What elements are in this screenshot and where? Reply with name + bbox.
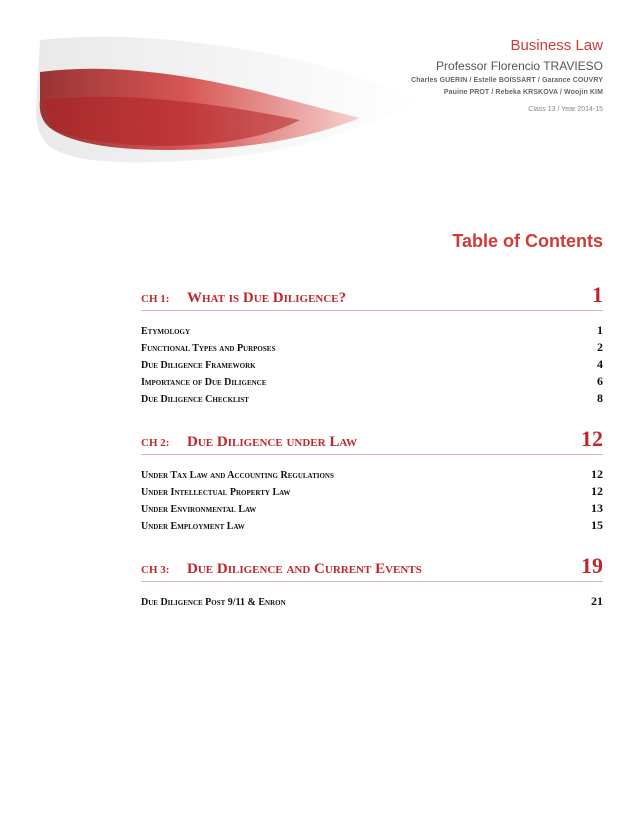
toc-entry[interactable] bbox=[141, 323, 603, 340]
toc-entry[interactable] bbox=[141, 501, 603, 518]
toc-entry[interactable] bbox=[141, 484, 603, 501]
toc-entry-page: 12 bbox=[591, 467, 603, 481]
chapter-number: CH 2: bbox=[141, 437, 170, 449]
toc-entry[interactable] bbox=[141, 467, 603, 484]
toc-entry-page: 6 bbox=[597, 374, 603, 388]
chapter-2-heading[interactable] bbox=[141, 424, 603, 455]
toc-entry-title: Functional Types and Purposes bbox=[141, 343, 276, 354]
toc-entry-title: Importance of Due Diligence bbox=[141, 377, 267, 388]
toc-entry-page: 2 bbox=[597, 340, 603, 354]
table-of-contents bbox=[141, 280, 603, 611]
toc-entry-title: Etymology bbox=[141, 326, 191, 337]
chapter-3-heading[interactable] bbox=[141, 551, 603, 582]
chapter-title: Due Diligence and Current Events bbox=[187, 561, 422, 577]
toc-entry[interactable] bbox=[141, 340, 603, 357]
toc-entry[interactable] bbox=[141, 357, 603, 374]
toc-entry-title: Due Diligence Post 9/11 & Enron bbox=[141, 597, 286, 608]
toc-entry[interactable] bbox=[141, 374, 603, 391]
toc-entry[interactable] bbox=[141, 518, 603, 535]
chapter-page: 19 bbox=[581, 553, 603, 578]
toc-entry-page: 8 bbox=[597, 391, 603, 405]
toc-entry-title: Due Diligence Checklist bbox=[141, 394, 249, 405]
chapter-1-heading[interactable] bbox=[141, 280, 603, 311]
students-line-1: Charles GUERIN / Estelle BOISSART / Garance COUVRY bbox=[411, 77, 603, 84]
toc-entry-title: Under Environmental Law bbox=[141, 504, 257, 515]
toc-entry-page: 1 bbox=[597, 323, 603, 337]
toc-entry[interactable] bbox=[141, 391, 603, 408]
chapter-page: 1 bbox=[592, 282, 603, 307]
toc-entry-page: 15 bbox=[591, 518, 603, 532]
chapter-title: What is Due Diligence? bbox=[187, 290, 347, 306]
chapter-title: Due Diligence under Law bbox=[187, 434, 358, 450]
toc-entry-page: 12 bbox=[591, 484, 603, 498]
toc-title: Table of Contents bbox=[452, 231, 603, 251]
toc-entry-title: Under Intellectual Property Law bbox=[141, 487, 291, 498]
toc-entry-page: 21 bbox=[591, 594, 603, 608]
course-title: Business Law bbox=[510, 37, 603, 54]
chapter-number: CH 1: bbox=[141, 293, 170, 305]
professor-name: Professor Florencio TRAVIESO bbox=[436, 59, 603, 73]
toc-entry[interactable] bbox=[141, 594, 603, 611]
document-header bbox=[411, 36, 603, 116]
toc-entry-title: Under Tax Law and Accounting Regulations bbox=[141, 470, 334, 481]
toc-entry-title: Due Diligence Framework bbox=[141, 360, 256, 371]
students-line-2: Pauine PROT / Rebeka KRSKOVA / Woojin KIM bbox=[443, 89, 603, 96]
toc-entry-title: Under Employment Law bbox=[141, 521, 245, 532]
toc-entry-page: 13 bbox=[591, 501, 603, 515]
chapter-page: 12 bbox=[581, 426, 603, 451]
chapter-number: CH 3: bbox=[141, 564, 170, 576]
class-line: Class 13 / Year 2014-15 bbox=[528, 106, 603, 113]
toc-entry-page: 4 bbox=[597, 357, 603, 371]
